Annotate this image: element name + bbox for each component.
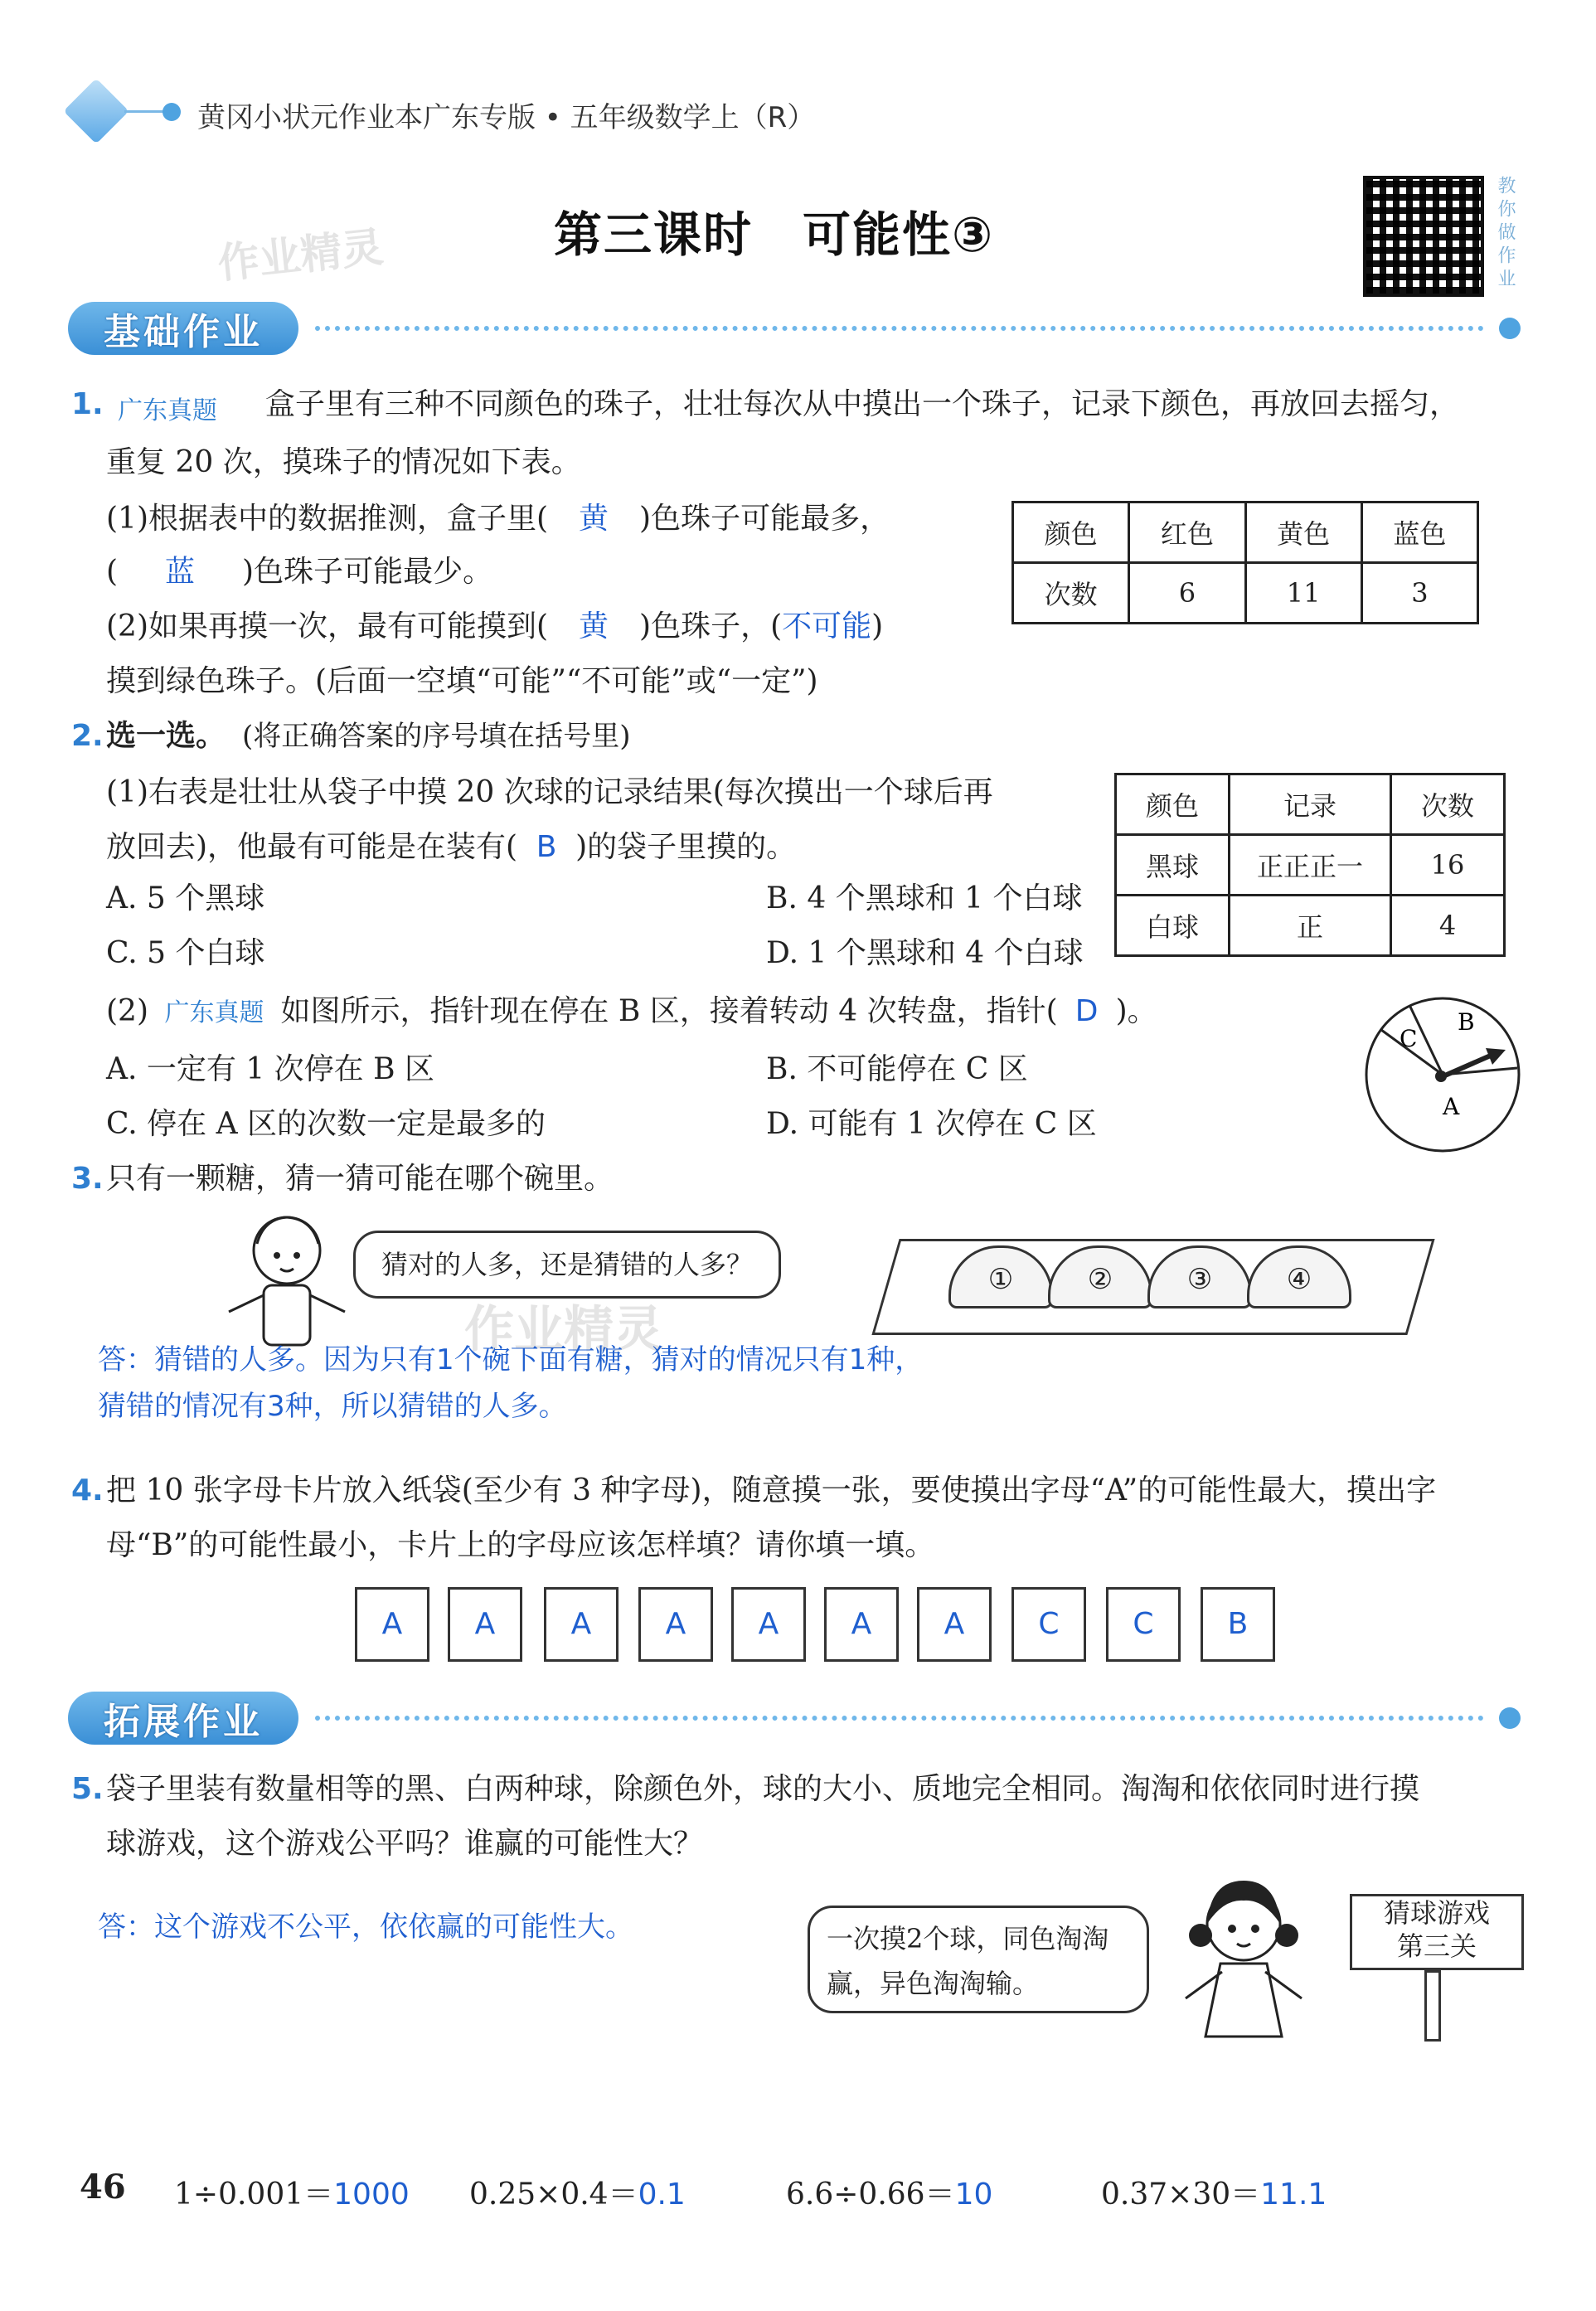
q2-table-row (1116, 835, 1505, 896)
girl-eye (1251, 1925, 1259, 1933)
q2-table-cell: 4 (1391, 896, 1505, 956)
game-sign (1350, 1894, 1524, 1970)
q2-s1-text-a: 放回去)，他最有可能是在装有( (106, 830, 518, 864)
q1-table-cell: 次数 (1013, 563, 1129, 624)
q2-s2-answer: D (1075, 994, 1099, 1028)
qr-code[interactable] (1363, 176, 1484, 297)
q1-p1-line2 (106, 554, 492, 590)
q2-table-cell: 颜色 (1116, 774, 1230, 835)
bowl[interactable]: ④ (1247, 1245, 1351, 1308)
footer-calc-1 (174, 2171, 410, 2213)
letter-card: A (917, 1587, 992, 1662)
q5-number: 5. (71, 1772, 104, 1806)
q2-table (1114, 773, 1506, 957)
q2-table-cell: 记录 (1230, 774, 1391, 835)
letter-card: A (355, 1587, 429, 1662)
boy-eye (293, 1252, 300, 1259)
q5-bubble-line1: 一次摸2个球，同色淘淘 (827, 1923, 1109, 1954)
q1-p1-text-c: ( (106, 555, 119, 589)
q2-s2-option-a: A. 一定有 1 次停在 B 区 (106, 1052, 435, 1086)
q1-p2-text-a: (2)如果再摸一次，最有可能摸到( (106, 609, 549, 643)
section-extend-endball (1499, 1707, 1521, 1729)
q4-number: 4. (71, 1474, 104, 1507)
q1-table (1011, 501, 1479, 624)
letter-card: A (731, 1587, 806, 1662)
q1-table-cell: 蓝色 (1361, 502, 1477, 563)
q1-p1-answer2: 蓝 (165, 555, 196, 589)
footer-calc-3 (786, 2171, 992, 2213)
q1-p2-line2: 摸到绿色珠子。(后面一空填“可能”“不可能”或“一定”) (106, 664, 818, 698)
q5-answer: 答：这个游戏不公平，依依赢的可能性大。 (98, 1910, 633, 1944)
q2-table-cell: 次数 (1391, 774, 1505, 835)
q2-s2-option-c: C. 停在 A 区的次数一定是最多的 (106, 1107, 546, 1141)
q1-p2-text-c: ) (871, 609, 884, 643)
bowl[interactable]: ① (948, 1245, 1053, 1308)
q1-p2-line (106, 609, 883, 645)
header-dot-icon (163, 103, 181, 121)
q4-line2: 母“B”的可能性最小，卡片上的字母应该怎样填？请你填一填。 (106, 1528, 935, 1562)
q5-line1: 袋子里装有数量相等的黑、白两种球，除颜色外，球的大小、质地完全相同。淘淘和依依同时进行摸 (106, 1772, 1420, 1806)
letter-card: C (1106, 1587, 1181, 1662)
q5-speech-bubble (808, 1906, 1149, 2013)
footer-eq3: 6.6÷0.66＝ (786, 2177, 955, 2211)
q1-p1-answer1: 黄 (579, 502, 609, 536)
game-sign-post (1424, 1970, 1441, 2042)
q1-table-cell: 颜色 (1013, 502, 1129, 563)
girl-pigtail (1189, 1924, 1212, 1947)
q2-s1-line2 (106, 829, 796, 866)
q2-table-cell: 正正正一 (1230, 835, 1391, 896)
game-sign-line2: 第三关 (1396, 1930, 1477, 1962)
letter-card: B (1201, 1587, 1275, 1662)
q1-p2-text-b: )色珠子，( (639, 609, 783, 643)
q1-table-cell: 黄色 (1245, 502, 1361, 563)
game-sign-line1: 猜球游戏 (1383, 1897, 1490, 1929)
q2-s1-option-c: C. 5 个白球 (106, 936, 265, 970)
watermark: 作业精灵 (215, 222, 386, 289)
footer-calc-4 (1101, 2171, 1327, 2213)
bowl[interactable]: ③ (1147, 1245, 1252, 1308)
footer-ans3: 10 (954, 2177, 993, 2211)
boy-arm (310, 1295, 345, 1312)
q1-table-cell: 11 (1245, 563, 1361, 624)
q1-table-row (1013, 563, 1478, 624)
letter-card: A (544, 1587, 619, 1662)
q2-table-header-row (1116, 774, 1505, 835)
q2-s1-line1: (1)右表是壮壮从袋子中摸 20 次球的记录结果(每次摸出一个球后再 (106, 775, 993, 809)
q1-p1-text-a: (1)根据表中的数据推测，盒子里( (106, 502, 549, 536)
q2-table-cell: 正 (1230, 896, 1391, 956)
boy-illustration (212, 1212, 361, 1353)
q5-bubble-line2: 赢，异色淘淘输。 (827, 1968, 1040, 1999)
q1-stem-line1: 盒子里有三种不同颜色的珠子，壮壮每次从中摸出一个珠子，记录下颜色，再放回去摇匀， (265, 387, 1460, 421)
q2-table-row (1116, 896, 1505, 956)
footer-calc-2 (469, 2171, 686, 2213)
spinner-label-b: B (1458, 1008, 1475, 1036)
section-basic-banner: 基础作业 (68, 302, 298, 355)
letter-card: A (448, 1587, 522, 1662)
q2-s1-option-a: A. 5 个黑球 (106, 881, 265, 915)
letter-card: A (638, 1587, 713, 1662)
q2-s1-answer: B (536, 830, 557, 864)
footer-eq1: 1÷0.001＝ (174, 2177, 334, 2211)
q2-hint: (将正确答案的序号填在括号里) (242, 720, 631, 753)
q3-speech-bubble: 猜对的人多，还是猜错的人多？ (353, 1231, 781, 1299)
q1-table-cell: 红色 (1129, 502, 1245, 563)
spinner-label-c: C (1400, 1025, 1418, 1052)
q3-answer-line2: 猜错的情况有3种，所以猜错的人多。 (98, 1390, 567, 1423)
header-text: 黄冈小状元作业本广东专版 • 五年级数学上（R） (197, 101, 816, 134)
section-basic-dots (315, 326, 1484, 331)
q1-table-cell: 6 (1129, 563, 1245, 624)
qr-side-text: 教你做作业 (1495, 176, 1516, 292)
girl-eye (1228, 1925, 1236, 1933)
section-basic-endball (1499, 318, 1521, 339)
q4-line1: 把 10 张字母卡片放入纸袋(至少有 3 种字母)，随意摸一张，要使摸出字母“A”的可能性最大，摸出字 (106, 1474, 1437, 1507)
spinner-diagram (1360, 992, 1526, 1158)
q2-table-cell: 16 (1391, 835, 1505, 896)
q2-s2-option-b: B. 不可能停在 C 区 (766, 1052, 1028, 1086)
q5-line2: 球游戏，这个游戏公平吗？谁赢的可能性大？ (106, 1827, 704, 1861)
q1-p2-answer1: 黄 (579, 609, 609, 643)
footer-eq2: 0.25×0.4＝ (469, 2177, 638, 2211)
q2-title: 选一选。 (106, 719, 226, 753)
page-number: 46 (80, 2168, 126, 2207)
header-logo (63, 78, 129, 143)
boy-arm (229, 1295, 264, 1312)
q1-p2-answer2: 不可能 (782, 609, 872, 643)
section-extend-dots (315, 1716, 1484, 1721)
footer-ans4: 11.1 (1260, 2177, 1327, 2211)
q2-s2-prefix: (2) (106, 994, 148, 1028)
q2-s2-tag: 广东真题 (164, 998, 264, 1027)
q1-p1-text-d: )色珠子可能最少。 (242, 555, 493, 589)
footer-eq4: 0.37×30＝ (1101, 2177, 1261, 2211)
q2-s2-end: )。 (1115, 994, 1157, 1028)
q3-number: 3. (71, 1162, 104, 1196)
q1-p1-text-b: )色珠子可能最多， (639, 502, 890, 536)
boy-eye (274, 1252, 280, 1259)
q2-s1-option-b: B. 4 个黑球和 1 个白球 (766, 881, 1083, 915)
q1-number: 1. (71, 387, 104, 421)
q3-answer-line1: 答：猜错的人多。因为只有1个碗下面有糖，猜对的情况只有1种， (98, 1343, 924, 1376)
q2-table-cell: 白球 (1116, 896, 1230, 956)
letter-card: A (824, 1587, 899, 1662)
q1-stem-line2: 重复 20 次，摸珠子的情况如下表。 (106, 445, 581, 479)
footer-ans2: 0.1 (638, 2177, 686, 2211)
spinner-label-a: A (1443, 1093, 1460, 1120)
q2-s2-line (106, 993, 1157, 1032)
bowl[interactable]: ② (1048, 1245, 1152, 1308)
q2-s2-text: 如图所示，指针现在停在 B 区，接着转动 4 次转盘，指针( (280, 994, 1058, 1028)
section-extend-banner: 拓展作业 (68, 1692, 298, 1745)
q3-text: 只有一颗糖，猜一猜可能在哪个碗里。 (106, 1162, 614, 1196)
q1-table-header-row (1013, 502, 1478, 563)
girl-illustration (1161, 1874, 1327, 2048)
q2-table-cell: 黑球 (1116, 835, 1230, 896)
letter-card: C (1011, 1587, 1086, 1662)
q2-s2-option-d: D. 可能有 1 次停在 C 区 (766, 1107, 1097, 1141)
q1-p1-line (106, 501, 890, 537)
q2-s1-option-d: D. 1 个黑球和 4 个白球 (766, 936, 1084, 970)
footer-ans1: 1000 (333, 2177, 410, 2211)
watermark-mid: 作业精灵 (464, 1301, 663, 1359)
q2-s1-text-b: )的袋子里摸的。 (575, 830, 797, 864)
q1-tag: 广东真题 (118, 396, 217, 425)
spinner-hub (1435, 1071, 1447, 1082)
q1-table-cell: 3 (1361, 563, 1477, 624)
q2-number: 2. (71, 719, 104, 753)
page-title: 第三课时 可能性③ (554, 206, 995, 263)
girl-pigtail (1275, 1924, 1298, 1947)
